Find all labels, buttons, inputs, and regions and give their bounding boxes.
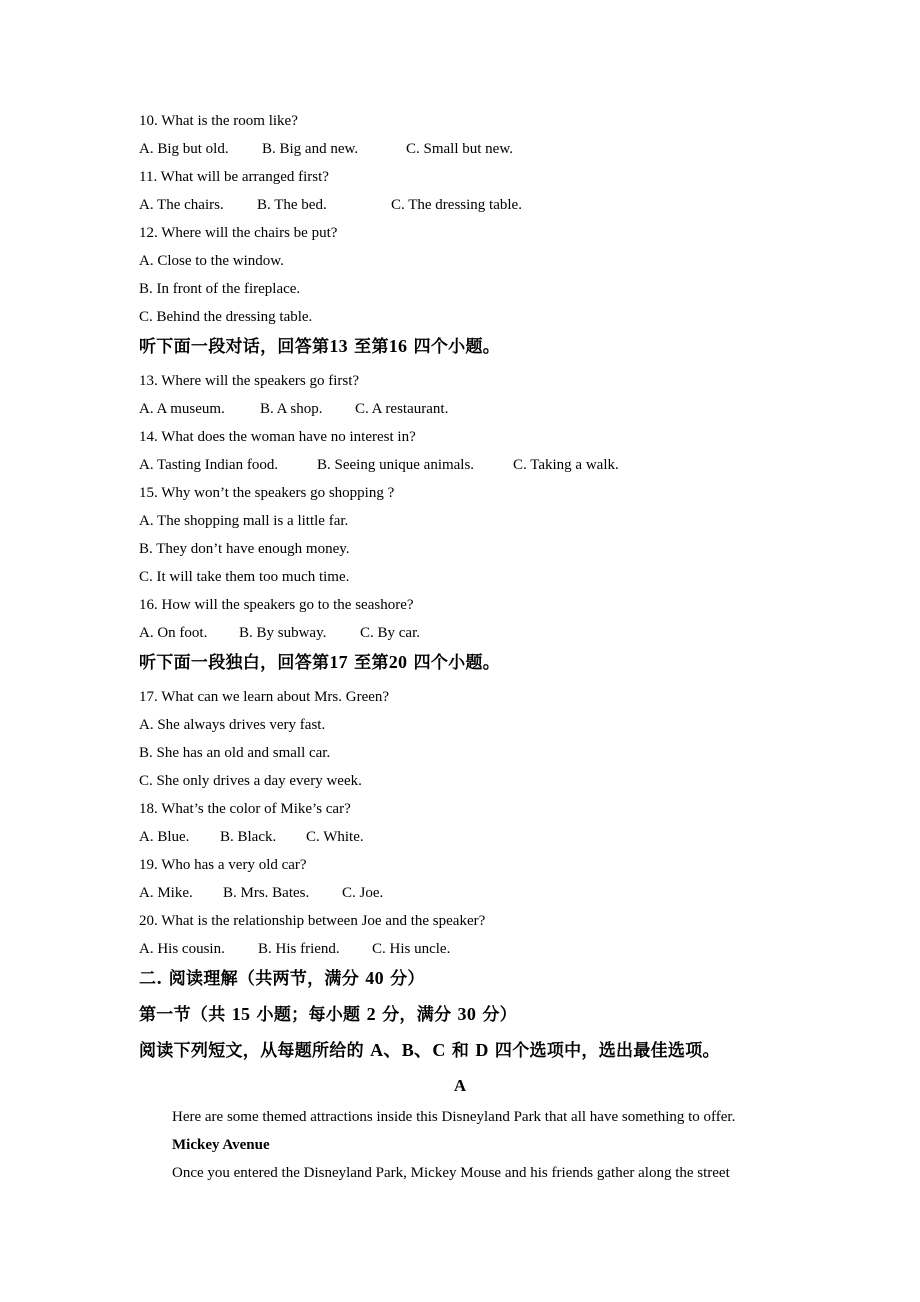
heading-number: 2: [366, 1004, 376, 1024]
question-19: 19. Who has a very old car?: [139, 857, 307, 873]
question-16: 16. How will the speakers go to the seashore?: [139, 597, 414, 613]
heading-text: 分）: [390, 969, 425, 989]
heading-text: 听下面一段独白，回答第: [139, 653, 330, 673]
option-c: C. It will take them too much time.: [139, 569, 350, 585]
question-20: 20. What is the relationship between Joe and the speaker?: [139, 913, 486, 929]
option-a: A. The shopping mall is a little far.: [139, 513, 349, 529]
option-c: C. A restaurant.: [355, 401, 449, 417]
option-c: C. By car.: [360, 625, 420, 641]
option-b: B. She has an old and small car.: [139, 745, 331, 761]
question-13: 13. Where will the speakers go first?: [139, 373, 360, 389]
question-18: 18. What’s the color of Mike’s car?: [139, 801, 351, 817]
option-a: A. Mike.: [139, 885, 193, 901]
option-b: B. Black.: [220, 829, 277, 845]
option-a: A. The chairs.: [139, 197, 224, 213]
question-12: 12. Where will the chairs be put?: [139, 225, 338, 241]
option-a: A. She always drives very fast.: [139, 717, 326, 733]
heading-number: 13: [329, 336, 348, 356]
option-b: B. By subway.: [239, 625, 327, 641]
option-c: C. The dressing table.: [391, 197, 522, 213]
option-c: C. Joe.: [342, 885, 384, 901]
section-heading-17-20: [139, 652, 500, 673]
question-10: 10. What is the room like?: [139, 113, 298, 129]
option-b: B. Seeing unique animals.: [317, 457, 475, 473]
option-b: B. Mrs. Bates.: [223, 885, 310, 901]
question-17: 17. What can we learn about Mrs. Green?: [139, 689, 390, 705]
heading-text: 至第: [354, 653, 389, 673]
option-c: C. Taking a walk.: [513, 457, 619, 473]
heading-text: 小题；每小题: [256, 1005, 361, 1025]
heading-number: 17: [329, 652, 348, 672]
heading-text: 第一节（共: [139, 1005, 226, 1025]
option-b: B. His friend.: [258, 941, 340, 957]
heading-text: 分，满分: [382, 1005, 452, 1025]
question-11: 11. What will be arranged first?: [139, 169, 329, 185]
heading-text: 二. 阅读理解（共两节，满分: [139, 969, 360, 989]
option-a: A. Tasting Indian food.: [139, 457, 279, 473]
part-two-heading: [139, 968, 425, 989]
heading-text: 四个选项中，选出最佳选项。: [494, 1041, 720, 1061]
section-one-heading: [139, 1004, 517, 1025]
option-b: B. A shop.: [260, 401, 323, 417]
option-b: B. Big and new.: [262, 141, 359, 157]
option-a: A. A museum.: [139, 401, 225, 417]
heading-number: 40: [365, 968, 384, 988]
option-a: A. Close to the window.: [139, 253, 284, 269]
question-15: 15. Why won’t the speakers go shopping ?: [139, 485, 395, 501]
passage-paragraph: Once you entered the Disneyland Park, Mickey Mouse and his friends gather along the street: [172, 1165, 730, 1181]
option-c: C. Small but new.: [406, 141, 513, 157]
option-a: A. Blue.: [139, 829, 190, 845]
option-b: B. The bed.: [257, 197, 327, 213]
option-c: C. She only drives a day every week.: [139, 773, 362, 789]
question-14: 14. What does the woman have no interest in?: [139, 429, 416, 445]
heading-text: 四个小题。: [413, 653, 501, 673]
heading-number: 15: [231, 1004, 251, 1024]
heading-text: 听下面一段对话，回答第: [139, 337, 330, 357]
option-c: C. White.: [306, 829, 364, 845]
instructions: [139, 1040, 720, 1061]
passage-subheading: Mickey Avenue: [172, 1137, 270, 1153]
heading-options: A、B、C: [370, 1040, 446, 1060]
option-b: B. They don’t have enough money.: [139, 541, 350, 557]
passage-paragraph: Here are some themed attractions inside this Disneyland Park that all have something to offer.: [172, 1109, 736, 1125]
heading-number: 16: [388, 336, 408, 356]
heading-text: 分）: [482, 1005, 517, 1025]
passage-title: A: [453, 1076, 467, 1095]
option-a: A. His cousin.: [139, 941, 225, 957]
heading-text: 至第: [354, 337, 389, 357]
heading-text: 阅读下列短文，从每题所给的: [139, 1041, 364, 1061]
option-c: C. His uncle.: [372, 941, 451, 957]
option-c: C. Behind the dressing table.: [139, 309, 313, 325]
section-heading-13-16: [139, 336, 500, 357]
heading-number: 30: [457, 1004, 477, 1024]
heading-text: 和: [451, 1041, 470, 1061]
option-a: A. Big but old.: [139, 141, 229, 157]
heading-options: D: [475, 1040, 489, 1060]
heading-text: 四个小题。: [413, 337, 501, 357]
heading-number: 20: [388, 652, 408, 672]
option-b: B. In front of the fireplace.: [139, 281, 301, 297]
option-a: A. On foot.: [139, 625, 208, 641]
